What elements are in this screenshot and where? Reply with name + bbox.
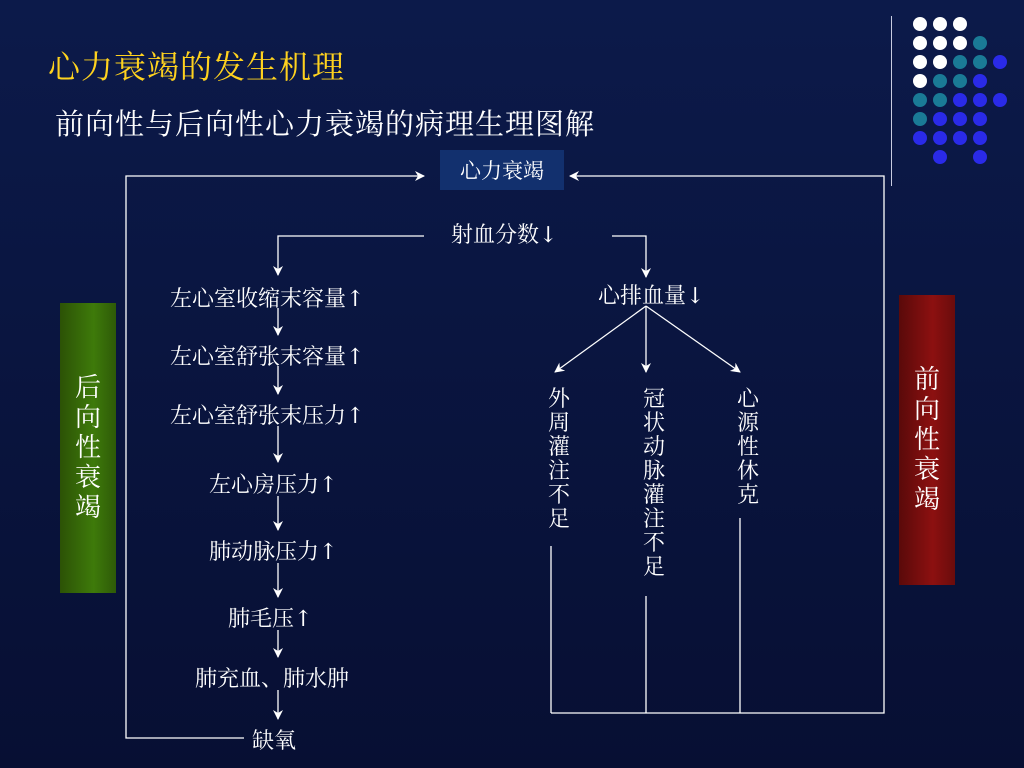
slide-title: 心力衰竭的发生机理: [48, 48, 346, 86]
backward-step-8: 缺氧: [252, 729, 297, 754]
slide-subtitle: 前向性与后向性心力衰竭的病理生理图解: [55, 107, 596, 141]
backward-step-5: 肺动脉压力↑: [209, 540, 338, 565]
backward-step-6: 肺毛压↑: [228, 607, 313, 632]
backward-step-1: 左心室收缩末容量↑: [170, 287, 365, 312]
forward-failure-label: 前向性衰竭: [913, 365, 940, 515]
backward-step-4: 左心房压力↑: [209, 473, 338, 498]
forward-branch-shock: 心源性休克: [736, 387, 759, 508]
backward-step-3: 左心室舒张末压力↑: [170, 404, 365, 429]
backward-step-2: 左心室舒张末容量↑: [170, 345, 365, 370]
ef-to-backward-line: [278, 236, 424, 275]
output-to-peripheral-arrow: [555, 306, 646, 372]
cardiac-output-node: 心排血量↓: [598, 284, 705, 309]
forward-branch-peripheral: 外周灌注不足: [547, 387, 570, 532]
ejection-fraction-node: 射血分数↓: [451, 223, 558, 248]
forward-feedback-line: [551, 176, 884, 713]
ef-to-output-line: [612, 236, 646, 277]
heart-failure-box: 心力衰竭: [440, 150, 564, 190]
backward-step-7: 肺充血、肺水肿: [195, 667, 350, 692]
backward-failure-label: 后向性衰竭: [74, 373, 101, 523]
output-to-shock-arrow: [646, 306, 740, 372]
forward-branch-coronary: 冠状动脉灌注不足: [642, 387, 665, 580]
backward-feedback-line: [126, 176, 424, 738]
